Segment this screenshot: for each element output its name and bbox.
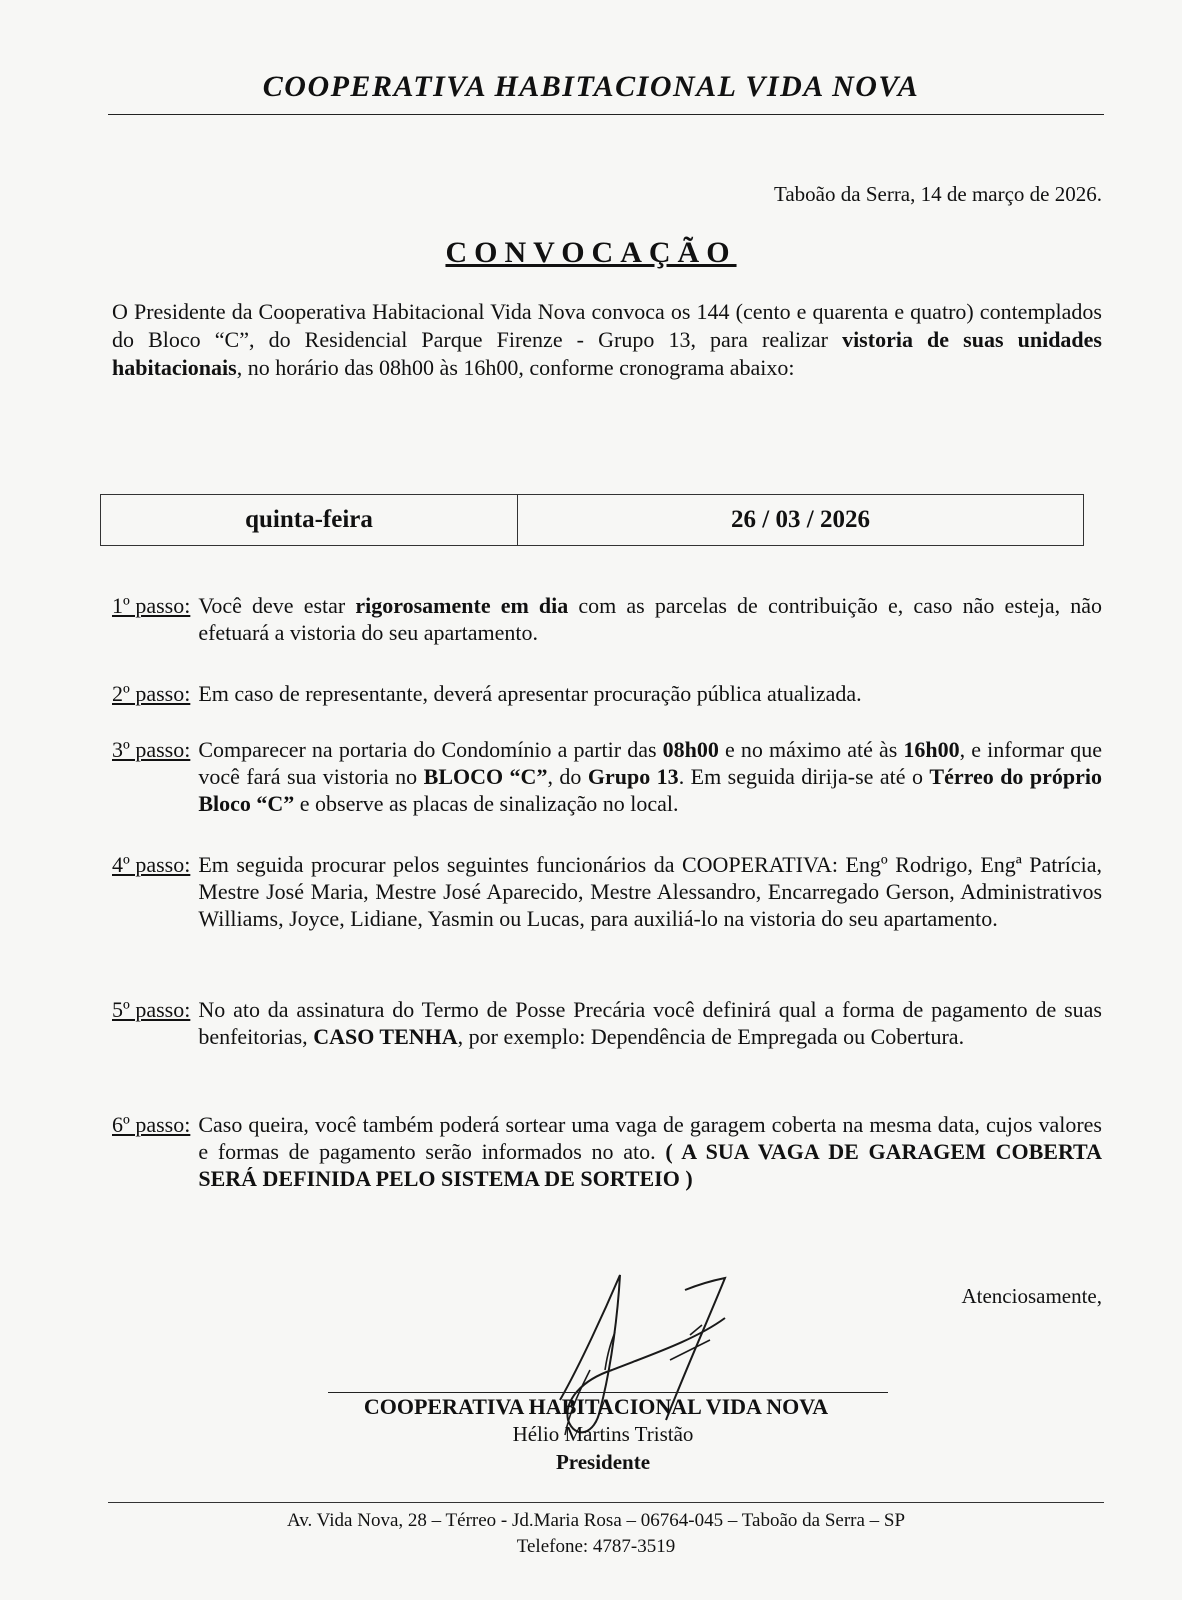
document-title: CONVOCAÇÃO (445, 236, 737, 269)
signature-org-name: COOPERATIVA HABITACIONAL VIDA NOVA (363, 1394, 829, 1419)
step-2-text: Em caso de representante, deverá apresentar procuração pública atualizada. (198, 681, 862, 706)
step-2 (112, 680, 1102, 707)
step-4-label: 4º passo: (112, 852, 191, 877)
intro-paragraph: O Presidente da Cooperativa Habitacional Vida Nova convoca os 144 (cento e quarenta e quatro) contemplados do Bloco “C”, do Residencial Parque Firenze - Grupo 13, para realizar vistoria de suas unidades habitacionais, no horário das 08h00 às 16h00, conforme cronograma abaixo: (112, 299, 1102, 380)
step-2-label: 2º passo: (112, 681, 191, 706)
signature-name: Hélio Martins Tristão (512, 1422, 694, 1446)
header-org-name: COOPERATIVA HABITACIONAL VIDA NOVA (262, 70, 920, 103)
schedule-day-cell: quinta-feira (101, 495, 518, 545)
step-3 (112, 736, 1102, 817)
step-1-label: 1º passo: (112, 593, 191, 618)
step-4 (112, 851, 1102, 932)
footer-address: Av. Vida Nova, 28 – Térreo - Jd.Maria Rosa – 06764-045 – Taboão da Serra – SP (286, 1510, 906, 1531)
step-4-text: Em seguida procurar pelos seguintes funcionários da COOPERATIVA: Engº Rodrigo, Engª Patrícia, Mestre José Maria, Mestre José Aparecido, Mestre Alessandro, Encarregado Gerson, Administrativos Williams, Joyce, Lidiane, Yasmin ou Lucas, para auxiliá-lo na vistoria do seu apartamento. (198, 852, 1102, 931)
footer-phone: Telefone: 4787-3519 (516, 1536, 676, 1557)
signature-line (328, 1392, 888, 1393)
step-6-label: 6º passo: (112, 1112, 191, 1137)
schedule-table (100, 494, 1084, 546)
step-6 (112, 1111, 1102, 1192)
date-line: Taboão da Serra, 14 de março de 2026. (774, 182, 1102, 206)
step-5-label: 5º passo: (112, 997, 191, 1022)
footer-divider (108, 1502, 1104, 1503)
closing-salutation: Atenciosamente, (961, 1284, 1102, 1308)
signature-role: Presidente (555, 1450, 651, 1474)
step-6-text: Caso queira, você também poderá sortear uma vaga de garagem coberta na mesma data, cujos valores e formas de pagamento serão informados no ato. ( A SUA VAGA DE GARAGEM COBERTA SERÁ DEFINIDA PELO SISTEMA DE SORTEIO ) (198, 1112, 1102, 1191)
step-1-text: Você deve estar rigorosamente em dia com as parcelas de contribuição e, caso não esteja, não efetuará a vistoria do seu apartamento. (198, 593, 1103, 645)
step-3-label: 3º passo: (112, 737, 191, 762)
step-5-text: No ato da assinatura do Termo de Posse Precária você definirá qual a forma de pagamento de suas benfeitorias, CASO TENHA, por exemplo: Dependência de Empregada ou Cobertura. (198, 997, 1102, 1049)
step-5 (112, 996, 1102, 1050)
schedule-date-cell: 26 / 03 / 2026 (731, 506, 870, 533)
step-1 (112, 592, 1102, 646)
step-3-text: Comparecer na portaria do Condomínio a partir das 08h00 e no máximo até às 16h00, e informar que você fará sua vistoria no BLOCO “C”, do Grupo 13. Em seguida dirija-se até o Térreo do próprio Bloco “C” e observe as placas de sinalização no local. (198, 737, 1103, 816)
header-divider (108, 114, 1104, 115)
